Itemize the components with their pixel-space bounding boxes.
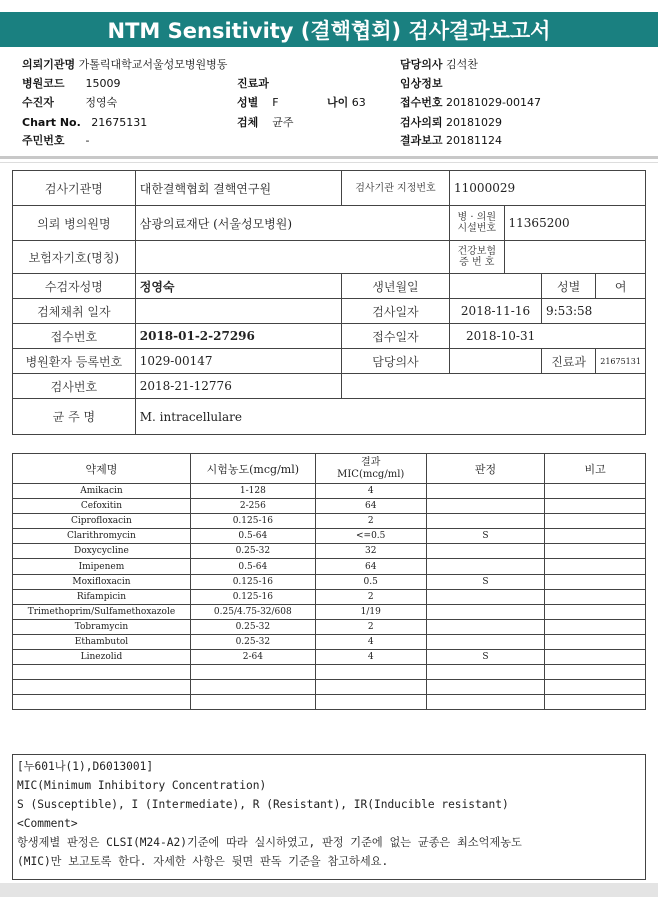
- cell-note: [545, 484, 646, 499]
- cell-conc: [190, 695, 315, 710]
- cell-drug: Linezolid: [13, 650, 191, 665]
- dept-label: 진료과: [542, 349, 596, 374]
- cell-note: [545, 695, 646, 710]
- health-label: 건강보험 증 번 호: [450, 241, 505, 274]
- header-request-date: 검사의뢰 20181029: [400, 116, 503, 129]
- insurance-label: 보험자기호(명칭): [13, 241, 136, 274]
- cell-conc: 2-256: [190, 499, 315, 514]
- cell-judge: [426, 680, 545, 695]
- cell-judge: [426, 484, 545, 499]
- header-age: 나이 63: [327, 96, 366, 109]
- footer-bar: [0, 883, 658, 897]
- cell-drug: Rifampicin: [13, 589, 191, 604]
- cell-mic: 1/19: [315, 604, 426, 619]
- cell-judge: [426, 499, 545, 514]
- cell-note: [545, 514, 646, 529]
- table-row: [13, 680, 646, 695]
- table-row: [13, 514, 646, 529]
- cell-note: [545, 574, 646, 589]
- doctor-label: 담당의사: [341, 349, 449, 374]
- drug-table: [12, 453, 646, 710]
- cell-note: [545, 589, 646, 604]
- ref-id-label: 병 · 의원 시설번호: [450, 206, 505, 241]
- collect-label: 검체채취 일자: [13, 299, 136, 324]
- cell-drug: Doxycycline: [13, 544, 191, 559]
- cell-drug: [13, 665, 191, 680]
- patient-no-value: 1029-00147: [135, 349, 341, 374]
- cell-conc: [190, 665, 315, 680]
- ref-id-value: 11365200: [504, 206, 645, 241]
- header-patient: 수진자 정영숙: [22, 96, 118, 109]
- header-report-date: 결과보고 20181124: [400, 134, 503, 147]
- divider: [0, 156, 658, 159]
- header-accession: 접수번호 20181029-00147: [400, 96, 541, 109]
- cell-conc: 0.125-16: [190, 574, 315, 589]
- divider: [0, 162, 658, 163]
- cell-drug: Tobramycin: [13, 619, 191, 634]
- cell-note: [545, 680, 646, 695]
- cell-conc: 0.25-32: [190, 619, 315, 634]
- header-specimen: 검체 균주: [237, 116, 294, 129]
- dob-label: 생년월일: [341, 274, 449, 299]
- cell-conc: [190, 680, 315, 695]
- sex-value: 여: [596, 274, 646, 299]
- cell-judge: S: [426, 574, 545, 589]
- test-time-value: 9:53:58: [542, 299, 646, 324]
- health-value: [504, 241, 645, 274]
- table-row: [13, 665, 646, 680]
- col-conc: 시험농도(mcg/ml): [190, 454, 315, 484]
- table-row: [13, 574, 646, 589]
- table-row: [13, 499, 646, 514]
- cell-conc: 0.25-32: [190, 544, 315, 559]
- table-row: [13, 604, 646, 619]
- header-doctor: 담당의사 김석찬: [400, 58, 478, 71]
- receipt-date-label: 접수일자: [341, 324, 449, 349]
- cell-mic: 32: [315, 544, 426, 559]
- cell-drug: [13, 695, 191, 710]
- header-sex: 성별 F: [237, 96, 279, 109]
- cell-mic: [315, 680, 426, 695]
- cell-mic: 4: [315, 650, 426, 665]
- comment-code: [누601나(1),D6013001]: [17, 760, 154, 773]
- test-date-label: 검사일자: [341, 299, 449, 324]
- cell-drug: [13, 680, 191, 695]
- cell-mic: 4: [315, 634, 426, 649]
- lab-label: 검사기관명: [13, 171, 136, 206]
- cell-judge: [426, 604, 545, 619]
- cell-mic: 2: [315, 589, 426, 604]
- cell-conc: 0.5-64: [190, 529, 315, 544]
- empty-cell: [341, 374, 645, 399]
- table-row: [13, 634, 646, 649]
- cell-conc: 1-128: [190, 484, 315, 499]
- strain-label: 균 주 명: [13, 399, 136, 435]
- test-date-value: 2018-11-16: [450, 299, 542, 324]
- table-row: [13, 619, 646, 634]
- cell-note: [545, 544, 646, 559]
- header-clinical-info: 임상정보: [400, 77, 443, 90]
- header-hospital-code: 병원코드 15009: [22, 77, 121, 90]
- cell-note: [545, 529, 646, 544]
- comment-text-2: (MIC)만 보고토록 한다. 자세한 사항은 뒷면 판독 기준을 참고하세요.: [17, 855, 389, 868]
- table-row: [13, 559, 646, 574]
- cell-note: [545, 499, 646, 514]
- insurance-value: [135, 241, 449, 274]
- header-chart-no: Chart No. 21675131: [22, 116, 148, 129]
- cell-mic: 64: [315, 499, 426, 514]
- cell-drug: Moxifloxacin: [13, 574, 191, 589]
- cell-conc: 0.25/4.75-32/608: [190, 604, 315, 619]
- cell-conc: 2-64: [190, 650, 315, 665]
- cell-conc: 0.125-16: [190, 514, 315, 529]
- header-dept: 진료과: [237, 77, 269, 90]
- cell-drug: Trimethoprim/Sulfamethoxazole: [13, 604, 191, 619]
- cell-note: [545, 604, 646, 619]
- table-row: [13, 544, 646, 559]
- comment-mic: MIC(Minimum Inhibitory Concentration): [17, 779, 267, 792]
- cell-conc: 0.25-32: [190, 634, 315, 649]
- cell-conc: 0.125-16: [190, 589, 315, 604]
- col-mic: 결과 MIC(mcg/ml): [315, 454, 426, 484]
- comment-legend: S (Susceptible), I (Intermediate), R (Resistant), IR(Inducible resistant): [17, 798, 509, 811]
- dob-value: [450, 274, 542, 299]
- table-row: [13, 589, 646, 604]
- cell-drug: Imipenem: [13, 559, 191, 574]
- header-institution: 의뢰기관명 가톨릭대학교서울성모병원병동: [22, 58, 228, 71]
- name-label: 수검자성명: [13, 274, 136, 299]
- cell-mic: [315, 665, 426, 680]
- cell-judge: [426, 634, 545, 649]
- cell-drug: Ethambutol: [13, 634, 191, 649]
- ref-hosp-label: 의뢰 병의원명: [13, 206, 136, 241]
- col-judge: 판정: [426, 454, 545, 484]
- table-row: [13, 695, 646, 710]
- cell-note: [545, 650, 646, 665]
- header-rrn: 주민번호 -: [22, 134, 90, 147]
- cell-mic: <=0.5: [315, 529, 426, 544]
- cell-drug: Cefoxitin: [13, 499, 191, 514]
- cell-drug: Clarithromycin: [13, 529, 191, 544]
- cell-drug: Amikacin: [13, 484, 191, 499]
- cell-judge: [426, 514, 545, 529]
- cell-note: [545, 634, 646, 649]
- lab-value: 대한결핵협회 결핵연구원: [135, 171, 341, 206]
- table-row: [13, 529, 646, 544]
- cell-judge: S: [426, 650, 545, 665]
- cell-judge: S: [426, 529, 545, 544]
- test-no-label: 검사번호: [13, 374, 136, 399]
- cell-judge: [426, 695, 545, 710]
- comment-box: [12, 754, 646, 880]
- patient-no-label: 병원환자 등록번호: [13, 349, 136, 374]
- doctor-value: [450, 349, 542, 374]
- cell-note: [545, 559, 646, 574]
- table-row: [13, 650, 646, 665]
- col-note: 비고: [545, 454, 646, 484]
- collect-value: [135, 299, 341, 324]
- cell-judge: [426, 619, 545, 634]
- receipt-no-value: 2018-01-2-27296: [135, 324, 341, 349]
- cell-judge: [426, 544, 545, 559]
- strain-value: M. intracellulare: [135, 399, 645, 435]
- comment-heading: <Comment>: [17, 817, 78, 830]
- sex-label: 성별: [542, 274, 596, 299]
- cell-mic: 2: [315, 514, 426, 529]
- lab-id-label: 검사기관 지정번호: [341, 171, 449, 206]
- info-table: [12, 170, 646, 435]
- cell-drug: Ciprofloxacin: [13, 514, 191, 529]
- cell-note: [545, 619, 646, 634]
- receipt-date-value: 2018-10-31: [450, 324, 646, 349]
- report-title: NTM Sensitivity (결핵협회) 검사결과보고서: [0, 12, 658, 47]
- cell-mic: 4: [315, 484, 426, 499]
- cell-mic: 0.5: [315, 574, 426, 589]
- receipt-no-label: 접수번호: [13, 324, 136, 349]
- cell-judge: [426, 559, 545, 574]
- ref-hosp-value: 삼광의료재단 (서울성모병원): [135, 206, 449, 241]
- comment-text-1: 항생제별 판정은 CLSI(M24-A2)기준에 따라 실시하였고, 판정 기준에 없는 균종은 최소억제농도: [17, 836, 522, 849]
- cell-judge: [426, 665, 545, 680]
- cell-judge: [426, 589, 545, 604]
- test-no-value: 2018-21-12776: [135, 374, 341, 399]
- name-value: 정영숙: [135, 274, 341, 299]
- table-row: [13, 484, 646, 499]
- cell-mic: 2: [315, 619, 426, 634]
- cell-mic: [315, 695, 426, 710]
- dept-value: 21675131: [596, 349, 646, 374]
- col-drug: 약제명: [13, 454, 191, 484]
- cell-mic: 64: [315, 559, 426, 574]
- cell-conc: 0.5-64: [190, 559, 315, 574]
- lab-id-value: 11000029: [450, 171, 646, 206]
- cell-note: [545, 665, 646, 680]
